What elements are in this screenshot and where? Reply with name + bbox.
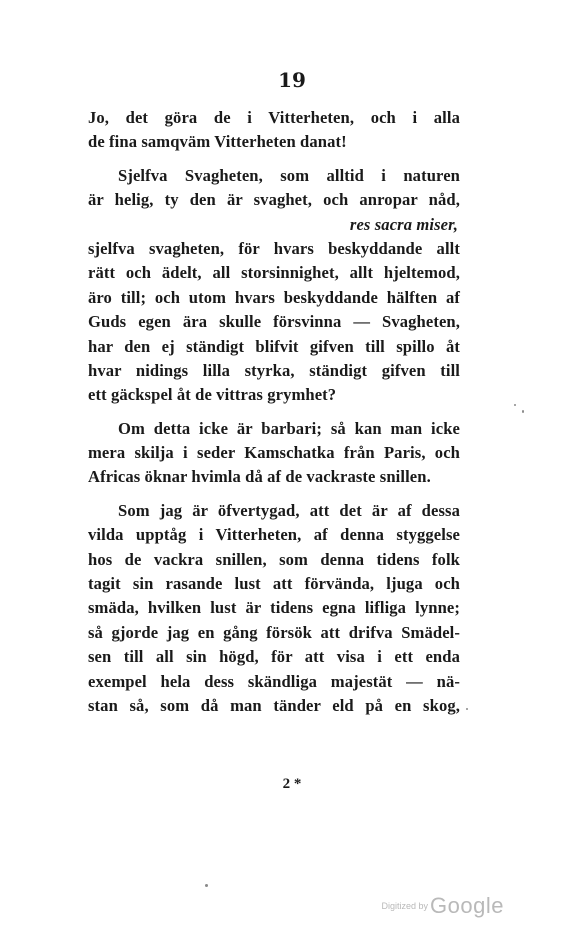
text-line: mera skilja i seder Kamschatka från Paris, och — [88, 443, 460, 463]
text-line: Guds egen ära skulle försvinna — Svagheten, — [88, 312, 460, 332]
text-line: hos de vackra snillen, som denna tidens folk — [88, 549, 460, 569]
text-line: smäda, hvilken lust är tidens egna lifliga lynne; — [88, 598, 460, 618]
text-line: hvar nidings lilla styrka, ständigt gifven till — [88, 360, 460, 380]
text-line: så gjorde jag en gång försök att drifva Smädel- — [88, 622, 460, 642]
ink-speck — [522, 410, 524, 413]
text-line: stan så, som då man tänder eld på en skog, — [88, 695, 460, 715]
text-line: Som jag är öfvertygad, att det är af dessa — [118, 500, 460, 520]
text-line: äro till; och utom hvars beskyddande hälften af — [88, 287, 460, 307]
ink-speck — [514, 404, 516, 406]
text-line: sen till all sin högd, för att visa i ett enda — [88, 647, 460, 667]
text-line: ett gäckspel åt de vittras grymhet? — [88, 385, 337, 405]
text-line: sjelfva svagheten, för hvars beskyddande allt — [88, 238, 460, 258]
text-line: Sjelfva Svagheten, som alltid i naturen — [118, 165, 460, 185]
text-line: är helig, ty den är svaghet, och anropar nåd, — [88, 190, 460, 210]
ink-speck — [466, 708, 468, 710]
text-line: Jo, det göra de i Vitterheten, och i alla — [88, 108, 460, 127]
body-text — [88, 106, 460, 718]
text-line: exempel hela dess skändliga majestät — nä- — [88, 671, 460, 691]
watermark-prefix: Digitized by — [381, 901, 429, 911]
text-line: rätt och ädelt, all storsinnighet, allt hjeltemod, — [88, 263, 460, 283]
signature-mark: 2 * — [282, 776, 302, 792]
text-line: de fina samqväm Vitterheten danat! — [88, 132, 347, 152]
ink-speck — [205, 884, 208, 887]
page-number: 19 — [278, 68, 306, 92]
digitization-watermark — [382, 893, 504, 919]
text-line: har den ej ständigt blifvit gifven till spillo åt — [88, 336, 460, 356]
text-line: vilda upptåg i Vitterheten, af denna styggelse — [88, 525, 460, 545]
text-line: Om detta icke är barbari; så kan man icke — [118, 418, 460, 438]
text-line: Africas öknar hvimla då af de vackraste snillen. — [88, 467, 431, 487]
text-line: tagit sin rasande lust att förvända, ljuga och — [88, 574, 460, 594]
text-line: res sacra miser, — [349, 214, 458, 234]
watermark-brand: Google — [430, 893, 504, 918]
